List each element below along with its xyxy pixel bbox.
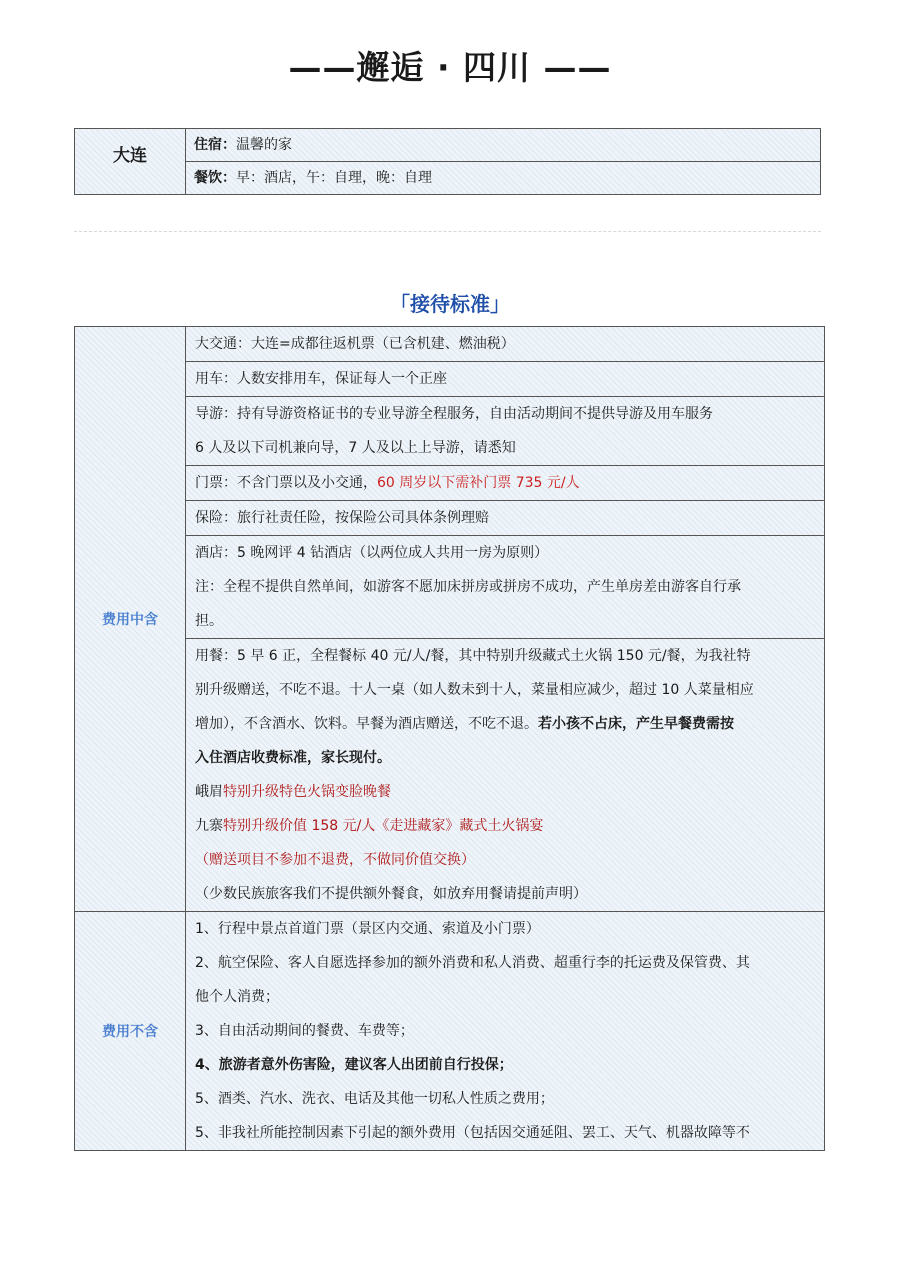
hotel-text-1: 酒店：5 晚网评 4 钻酒店（以两位成人共用一房为原则） [195, 545, 549, 561]
excluded-item-6: 5、非我社所能控制因素下引起的额外费用（包括因交通延阻、罢工、天气、机器故障等不 [195, 1125, 750, 1141]
day-summary-table [74, 128, 821, 195]
transport-row [186, 327, 825, 362]
reception-standard-table [74, 326, 825, 1151]
city-cell: 大连 [75, 129, 186, 195]
meal-text-4: 入住酒店收费标准，家长现付。 [195, 750, 391, 766]
excluded-items [186, 912, 825, 1151]
meal-text-2: 别升级赠送，不吃不退。十人一桌（如人数未到十人，菜量相应减少，超过 10 人菜量相应 [195, 682, 754, 698]
emei-upgrade: 特别升级特色火锅变脸晚餐 [223, 784, 391, 800]
excluded-label: 费用不含 [75, 912, 186, 1151]
car-text: 用车：人数安排用车，保证每人一个正座 [195, 371, 447, 387]
section-title: 「接待标准」 [390, 292, 510, 316]
tickets-text: 门票：不含门票以及小交通， [195, 475, 377, 491]
insurance-row [186, 501, 825, 536]
excluded-item-2a: 2、航空保险、客人自愿选择参加的额外消费和私人消费、超重行李的托运费及保管费、其 [195, 955, 750, 971]
meal-text-3b: 若小孩不占床，产生早餐费需按 [538, 716, 734, 732]
emei-place: 峨眉 [195, 784, 223, 800]
jiuzhai-upgrade: 特别升级价值 158 元/人《走进藏家》藏式土火锅宴 [223, 818, 544, 834]
gift-note: （赠送项目不参加不退费，不做同价值交换） [195, 852, 475, 868]
excluded-item-3: 3、自由活动期间的餐费、车费等； [195, 1023, 414, 1039]
tickets-line [186, 466, 824, 500]
jiuzhai-line [186, 809, 824, 843]
excluded-item-1: 1、行程中景点首道门票（景区内交通、索道及小门票） [195, 921, 540, 937]
meals-label: 餐饮： [194, 170, 236, 186]
meal-row [186, 639, 825, 912]
excluded-item-2b: 他个人消费； [195, 989, 279, 1005]
document-title: ——邂逅 · 四川 —— [288, 48, 612, 87]
hotel-text-3: 担。 [195, 613, 223, 629]
minority-note: （少数民族旅客我们不提供额外餐食，如放弃用餐请提前声明） [195, 886, 587, 902]
lodging-value: 温馨的家 [236, 137, 292, 153]
guide-text-1: 导游：持有导游资格证书的专业导游全程服务，自由活动期间不提供导游及用车服务 [195, 406, 713, 422]
lodging-row [186, 129, 821, 162]
tickets-surcharge: 60 周岁以下需补门票 735 元/人 [377, 475, 580, 491]
excluded-item-5: 5、酒类、汽水、洗衣、电话及其他一切私人性质之费用； [195, 1091, 554, 1107]
meals-value: 早：酒店，午：自理，晚：自理 [236, 170, 432, 186]
jiuzhai-place: 九寨 [195, 818, 223, 834]
included-label: 费用中含 [75, 327, 186, 912]
hotel-text-2: 注：全程不提供自然单间，如游客不愿加床拼房或拼房不成功，产生单房差由游客自行承 [195, 579, 741, 595]
guide-text-2: 6 人及以下司机兼向导，7 人及以上上导游，请悉知 [195, 440, 516, 456]
lodging-label: 住宿： [194, 137, 236, 153]
meal-text-3 [186, 707, 824, 741]
excluded-item-4: 4、旅游者意外伤害险，建议客人出团前自行投保； [195, 1057, 513, 1073]
meals-row [186, 162, 821, 195]
section-divider [74, 231, 821, 232]
hotel-row [186, 536, 825, 639]
emei-line [186, 775, 824, 809]
meal-text-3a: 增加），不含酒水、饮料。早餐为酒店赠送，不吃不退。 [195, 716, 538, 732]
car-row [186, 362, 825, 397]
tickets-row [186, 466, 825, 501]
transport-text: 大交通：大连=成都往返机票（已含机建、燃油税） [195, 336, 515, 352]
meal-text-1: 用餐：5 早 6 正，全程餐标 40 元/人/餐，其中特别升级藏式土火锅 150 元/餐，为我社特 [195, 648, 751, 664]
guide-row [186, 397, 825, 466]
insurance-text: 保险：旅行社责任险，按保险公司具体条例理赔 [195, 510, 489, 526]
